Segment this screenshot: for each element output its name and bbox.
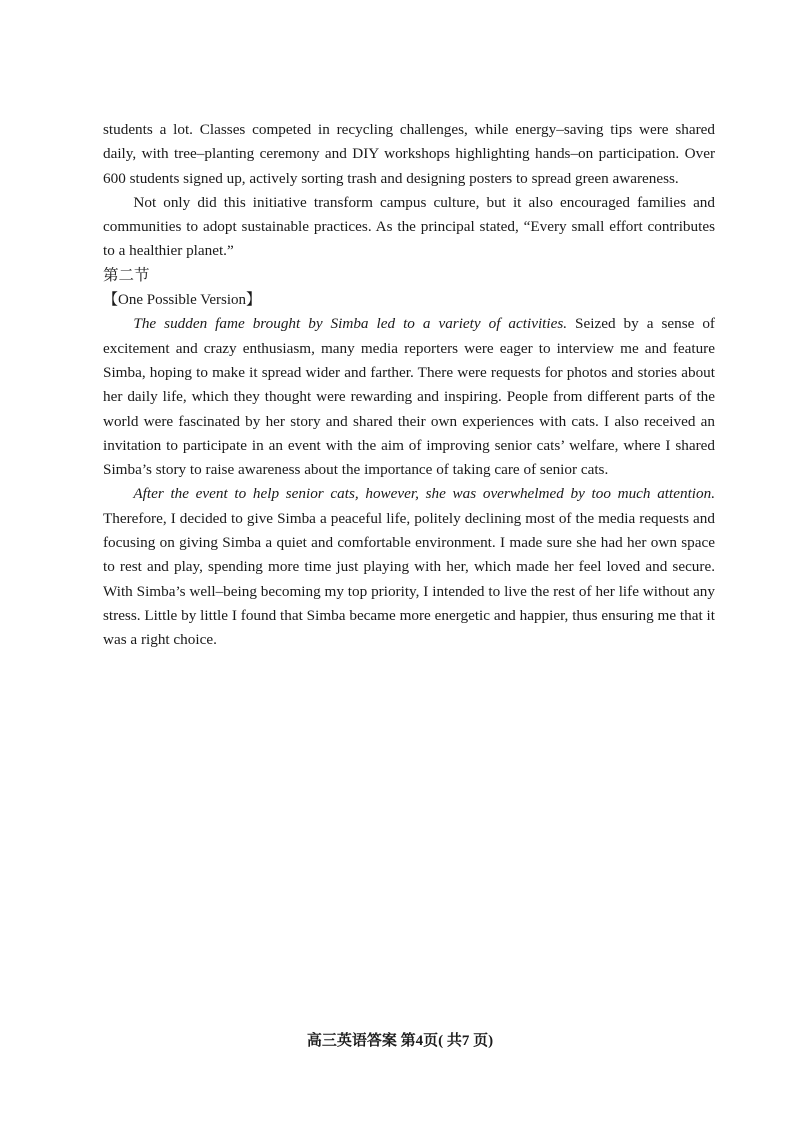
paragraph1-body: Seized by a sense of excitement and crazy enthusiasm, many media reporters were eager to interview me and feature Simba, hoping to make it spread wider and farther. There were requests for photos and stories about her daily life, which they thought were rewarding and inspiring. People from different parts of the world were fascinated by her story and shared their own experiences with cats. I also received an invitation to participate in an event with the aim of improving senior cats’ welfare, where I shared Simba’s story to raise awareness about the importance of taking care of senior cats. bbox=[103, 315, 715, 479]
section1-paragraph-continuation: students a lot. Classes competed in recycling challenges, while energy–saving tips were shared daily, with tree–planting ceremony and DIY workshops highlighting hands–on participation. Over 600 students signed up, actively sorting trash and designing posters to spread green awareness. bbox=[103, 121, 715, 187]
section1-paragraph-conclusion: Not only did this initiative transform campus culture, but it also encouraged families and communities to adopt sustainable practices. As the principal stated, “Every small effort contributes to a healthier planet.” bbox=[103, 193, 715, 260]
section2-paragraph-1 bbox=[103, 312, 715, 482]
possible-version-label: 【One Possible Version】 bbox=[103, 292, 262, 309]
paragraph1-lead-sentence: The sudden fame brought by Simba led to a variety of activities. bbox=[133, 315, 568, 333]
section2-paragraph-2 bbox=[103, 482, 715, 652]
paragraph2-body: Therefore, I decided to give Simba a peaceful life, politely declining most of the media requests and focusing on giving Simba a quiet and comfortable environment. I made sure she had her own space to rest and play, spending more time just playing with her, which made her feel loved and secure. With Simba’s well–being becoming my top priority, I intended to live the rest of her life without any stress. Little by little I found that Simba became more energetic and happier, thus ensuring me that it was a right choice. bbox=[103, 509, 715, 649]
section2-heading: 第二节 bbox=[103, 266, 150, 284]
paragraph2-lead-sentence: After the event to help senior cats, however, she was overwhelmed by too much attention. bbox=[133, 485, 715, 503]
document-body bbox=[103, 118, 715, 653]
page-footer: 高三英语答案 第4页( 共7 页) bbox=[306, 1033, 494, 1049]
